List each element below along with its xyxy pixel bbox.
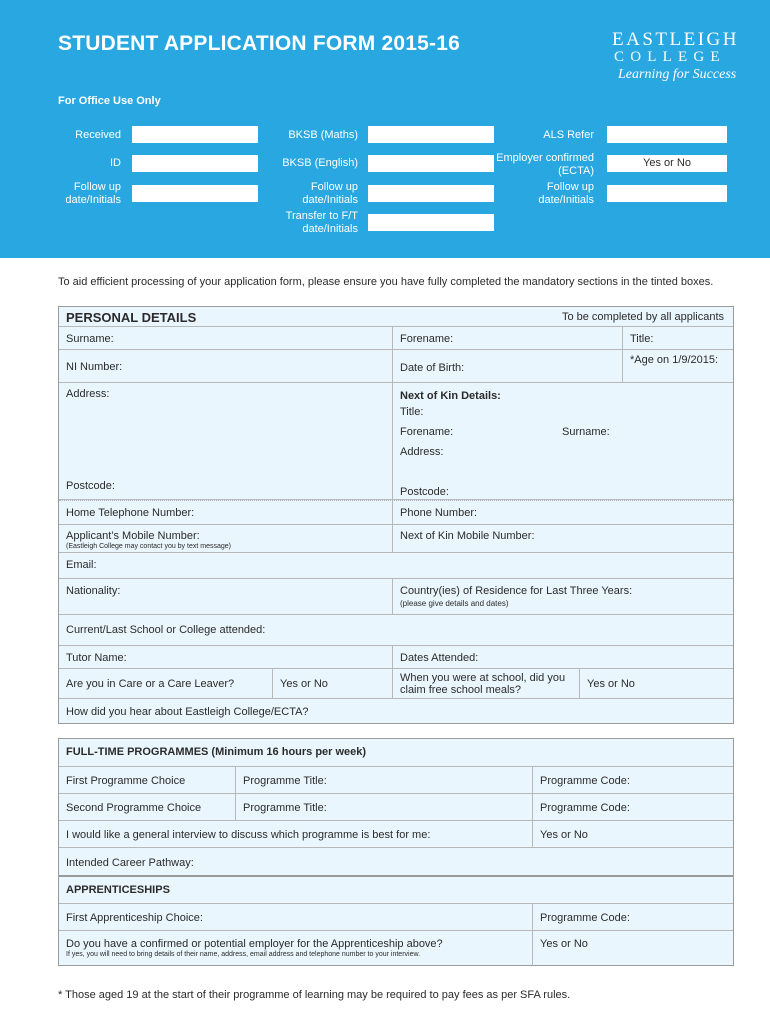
meals-label: When you were at school, did you claim free school meals? — [392, 669, 579, 698]
dob-field[interactable]: Date of Birth: — [392, 350, 622, 382]
mobile-field[interactable] — [59, 525, 392, 552]
employer-choice[interactable]: Yes or No — [532, 931, 733, 966]
home-phone-field[interactable]: Home Telephone Number: — [66, 507, 195, 519]
nok-phone-field[interactable]: Phone Number: — [392, 501, 733, 524]
employer-note: If yes, you will need to bring details of their name, address, email address and telephone number to your interview. — [66, 951, 421, 958]
apprenticeship-choice-field[interactable]: First Apprenticeship Choice: — [66, 912, 203, 924]
fulltime-header-row — [59, 739, 733, 767]
personal-details-note: To be completed by all applicants — [561, 311, 724, 323]
fulltime-table — [58, 738, 734, 876]
nok-mobile-field[interactable]: Next of Kin Mobile Number: — [392, 525, 733, 552]
id-label: ID — [110, 157, 121, 169]
address-field[interactable] — [59, 383, 392, 499]
nok-forename-field[interactable]: Forename: — [400, 426, 454, 438]
office-use-label: For Office Use Only — [58, 95, 161, 107]
personal-header-row — [59, 307, 733, 327]
mobile-note: (Eastleigh College may contact you by text message) — [66, 543, 231, 550]
form-title: STUDENT APPLICATION FORM 2015-16 — [58, 32, 460, 55]
nationality-row — [59, 579, 733, 615]
tutor-field[interactable]: Tutor Name: — [66, 652, 127, 664]
second-programme-label: Second Programme Choice — [66, 802, 202, 814]
employer-row — [59, 931, 733, 966]
intro-text: To aid efficient processing of your application form, please ensure you have fully completed the mandatory sections in the tinted boxes. — [58, 276, 714, 288]
care-label: Are you in Care or a Care Leaver? — [66, 678, 235, 690]
college-logo — [612, 30, 742, 84]
hear-row — [59, 699, 733, 724]
school-row — [59, 615, 733, 646]
nok-heading: Next of Kin Details: — [400, 390, 501, 402]
apprenticeships-table — [58, 876, 734, 966]
personal-details-table — [58, 306, 734, 724]
apprenticeships-header-row — [59, 877, 733, 904]
bksb-english-field[interactable] — [368, 155, 494, 172]
title-field[interactable]: Title: — [622, 327, 733, 349]
career-pathway-field[interactable]: Intended Career Pathway: — [66, 857, 194, 869]
follow-up-label-1: Follow up date/Initials — [65, 181, 121, 206]
apprenticeships-title: APPRENTICESHIPS — [66, 884, 170, 896]
first-programme-title-field[interactable]: Programme Title: — [235, 767, 532, 793]
follow-up-label-3: Follow up date/Initials — [538, 181, 594, 206]
residence-field[interactable] — [392, 579, 733, 614]
interview-choice[interactable]: Yes or No — [532, 821, 733, 847]
address-row — [59, 383, 733, 500]
first-programme-row — [59, 767, 733, 794]
logo-line2: COLLEGE — [614, 49, 726, 65]
ni-number-field[interactable]: NI Number: — [66, 361, 123, 373]
first-programme-label: First Programme Choice — [66, 775, 186, 787]
email-field[interactable]: Email: — [66, 559, 97, 571]
als-refer-field[interactable] — [607, 126, 727, 143]
second-programme-title-field[interactable]: Programme Title: — [235, 794, 532, 820]
als-refer-label: ALS Refer — [543, 129, 594, 141]
fulltime-title: FULL-TIME PROGRAMMES (Minimum 16 hours per week) — [66, 746, 367, 758]
fees-footnote: * Those aged 19 at the start of their programme of learning may be required to pay fees as per SFA rules. — [58, 989, 571, 1001]
hear-about-field[interactable]: How did you hear about Eastleigh College/ECTA? — [66, 706, 309, 718]
id-field[interactable] — [132, 155, 258, 172]
tutor-row — [59, 646, 733, 669]
mobile-label: Applicant’s Mobile Number: — [66, 530, 200, 542]
employer-label: Employer confirmed (ECTA) — [496, 152, 594, 177]
nok-address-field[interactable]: Address: — [400, 446, 444, 458]
personal-details-title: PERSONAL DETAILS — [66, 310, 197, 325]
residence-note: (please give details and dates) — [400, 599, 509, 608]
name-row — [59, 327, 733, 350]
employer-question — [59, 931, 532, 966]
transfer-label: Transfer to F/T date/Initials — [285, 210, 358, 235]
age-on-field[interactable]: *Age on 1/9/2015: — [622, 350, 733, 382]
received-label: Received — [75, 129, 121, 141]
follow-up-label-2: Follow up date/Initials — [302, 181, 358, 206]
school-field[interactable]: Current/Last School or College attended: — [66, 624, 266, 636]
apprenticeship-choice-row — [59, 904, 733, 931]
employer-field[interactable]: Yes or No — [607, 155, 727, 172]
nok-title-field[interactable]: Title: — [400, 406, 424, 418]
meals-choice[interactable]: Yes or No — [579, 669, 733, 698]
second-programme-code-field[interactable]: Programme Code: — [532, 794, 733, 820]
logo-tagline: Learning for Success — [618, 67, 737, 82]
next-of-kin-block — [392, 383, 733, 499]
ni-row — [59, 350, 733, 383]
employer-label: Do you have a confirmed or potential employer for the Apprenticeship above? — [66, 938, 443, 950]
interview-row — [59, 821, 733, 848]
follow-up-field-1[interactable] — [132, 185, 258, 202]
career-row — [59, 848, 733, 876]
nationality-field[interactable]: Nationality: — [66, 585, 121, 597]
interview-label: I would like a general interview to discuss which programme is best for me: — [66, 829, 431, 841]
apprenticeship-code-field[interactable]: Programme Code: — [532, 904, 733, 930]
header-banner — [0, 0, 770, 258]
email-row — [59, 553, 733, 579]
second-programme-row — [59, 794, 733, 821]
forename-field[interactable]: Forename: — [392, 327, 622, 349]
mobile-row — [59, 525, 733, 553]
bksb-maths-label: BKSB (Maths) — [288, 129, 358, 141]
received-field[interactable] — [132, 126, 258, 143]
phone-row — [59, 500, 733, 525]
bksb-english-label: BKSB (English) — [282, 157, 358, 169]
care-row — [59, 669, 733, 699]
address-label: Address: — [66, 388, 110, 400]
follow-up-field-2[interactable] — [368, 185, 494, 202]
bksb-maths-field[interactable] — [368, 126, 494, 143]
residence-label: Country(ies) of Residence for Last Three Years: — [400, 585, 633, 597]
care-choice[interactable]: Yes or No — [272, 669, 392, 698]
postcode-label: Postcode: — [66, 480, 115, 492]
nok-surname-field[interactable]: Surname: — [562, 426, 610, 438]
logo-line1: EASTLEIGH — [612, 29, 739, 50]
transfer-field[interactable] — [368, 214, 494, 231]
surname-field[interactable]: Surname: — [66, 333, 114, 345]
first-programme-code-field[interactable]: Programme Code: — [532, 767, 733, 793]
nok-postcode-field[interactable]: Postcode: — [400, 486, 449, 498]
follow-up-field-3[interactable] — [607, 185, 727, 202]
dates-attended-field[interactable]: Dates Attended: — [392, 646, 733, 668]
